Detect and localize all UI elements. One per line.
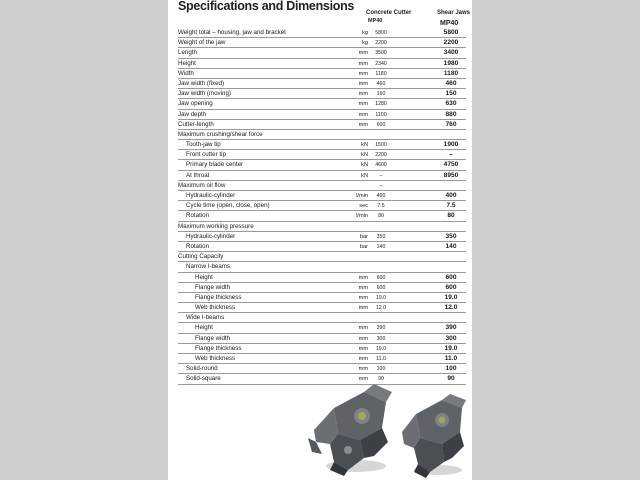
- column-header-concrete-cutter: Concrete Cutter: [366, 10, 412, 16]
- row-unit: mm: [358, 325, 368, 332]
- row-value-shear-jaws: 11.0: [444, 355, 458, 362]
- row-value-concrete-cutter: 5800: [375, 30, 387, 36]
- table-row: [178, 48, 472, 58]
- row-value-shear-jaws: 8950: [443, 171, 459, 179]
- row-value-shear-jaws: 300: [445, 334, 457, 342]
- row-unit: mm: [358, 121, 368, 128]
- row-label: Jaw width (fixed): [178, 79, 225, 87]
- row-unit: mm: [358, 274, 368, 281]
- row-label: Flange width: [195, 283, 231, 291]
- row-label: Height: [195, 324, 213, 332]
- row-label: Rotation: [186, 212, 210, 220]
- row-unit: kN: [361, 142, 368, 149]
- row-value-concrete-cutter: 1180: [375, 70, 387, 77]
- table-row: [178, 140, 472, 150]
- table-row: [178, 28, 472, 38]
- row-unit: mm: [358, 356, 368, 362]
- column-model-shear-jaws: MP40: [440, 20, 459, 27]
- row-label: Cutter-length: [178, 120, 214, 128]
- row-value-shear-jaws: 3400: [443, 49, 459, 57]
- row-label: Rotation: [186, 242, 210, 250]
- row-value-concrete-cutter: 160: [376, 91, 386, 98]
- table-row: [178, 110, 472, 120]
- table-row: [178, 364, 472, 374]
- column-header-shear-jaws: Shear Jaws: [437, 10, 471, 16]
- row-label: Jaw width (moving): [178, 90, 231, 98]
- row-value-shear-jaws: 390: [445, 324, 457, 332]
- table-row: [178, 313, 472, 323]
- table-row: [178, 201, 472, 211]
- row-unit: kN: [361, 172, 368, 179]
- row-value-concrete-cutter: 3500: [375, 50, 387, 57]
- row-value-concrete-cutter: 11.0: [376, 356, 386, 362]
- table-row: [178, 38, 472, 48]
- row-value-concrete-cutter: 390: [376, 325, 386, 332]
- row-unit: mm: [358, 305, 368, 312]
- row-value-concrete-cutter: 2200: [375, 40, 387, 47]
- row-unit: mm: [358, 50, 368, 57]
- row-label: Tooth-jaw tip: [186, 141, 221, 149]
- row-label: Weight of the jaw: [178, 39, 226, 47]
- table-row: [178, 273, 472, 283]
- table-row: [178, 242, 472, 252]
- row-label: Maximum working pressure: [178, 222, 254, 230]
- row-value-shear-jaws: 760: [445, 120, 457, 128]
- row-value-concrete-cutter: –: [379, 182, 383, 189]
- row-value-concrete-cutter: 80: [378, 213, 384, 220]
- row-value-concrete-cutter: 2200: [375, 152, 387, 159]
- row-value-concrete-cutter: 19.0: [375, 345, 387, 352]
- row-value-concrete-cutter: 2340: [375, 60, 387, 67]
- row-unit: mm: [358, 111, 368, 118]
- row-unit: mm: [358, 335, 368, 342]
- row-value-concrete-cutter: 1500: [375, 142, 387, 149]
- table-row: [178, 79, 472, 89]
- row-label: Solid-square: [186, 375, 221, 383]
- row-label: Web thickness: [195, 304, 236, 312]
- row-value-shear-jaws: 7.5: [446, 202, 456, 210]
- row-value-shear-jaws: 350: [445, 232, 457, 240]
- row-label: Height: [178, 59, 196, 67]
- row-label: Cycle time (open, close, open): [186, 202, 270, 210]
- row-label: Wide I-beams: [186, 314, 225, 322]
- row-unit: bar: [359, 243, 368, 250]
- row-value-shear-jaws: 1980: [443, 59, 459, 67]
- table-row: [178, 262, 472, 272]
- row-value-shear-jaws: 4750: [443, 161, 459, 169]
- table-row: [178, 354, 472, 364]
- row-unit: mm: [358, 376, 368, 383]
- table-row: [178, 222, 472, 232]
- row-unit: mm: [358, 60, 368, 67]
- row-unit: mm: [358, 366, 368, 373]
- row-label: Primary blade center: [186, 161, 244, 169]
- row-unit: mm: [358, 70, 368, 77]
- spec-page: [168, 0, 472, 480]
- table-row: [178, 232, 472, 242]
- row-value-shear-jaws: 150: [445, 90, 457, 98]
- table-row: [178, 283, 472, 293]
- table-row: [178, 120, 472, 130]
- row-label: At throat: [186, 171, 210, 179]
- row-value-concrete-cutter: 400: [376, 193, 386, 199]
- row-value-shear-jaws: 19.0: [444, 293, 458, 301]
- row-unit: l/min: [356, 213, 368, 220]
- row-unit: mm: [358, 101, 368, 108]
- row-label: Hydraulic-cylinder: [186, 192, 236, 199]
- row-value-concrete-cutter: 7.5: [377, 203, 385, 210]
- row-value-concrete-cutter: 460: [376, 80, 386, 87]
- row-unit: mm: [358, 284, 368, 291]
- row-value-concrete-cutter: 600: [376, 121, 386, 128]
- row-value-concrete-cutter: 12.0: [375, 305, 387, 312]
- table-row: [178, 160, 472, 170]
- row-unit: l/min: [356, 193, 368, 199]
- row-value-shear-jaws: –: [449, 151, 453, 159]
- row-value-concrete-cutter: 19.0: [375, 294, 387, 301]
- table-row: [178, 171, 472, 181]
- row-value-shear-jaws: 90: [447, 375, 455, 383]
- row-unit: mm: [358, 345, 368, 352]
- row-label: Weight total – housing, jaw and bracket: [178, 29, 286, 36]
- row-label: Web thickness: [195, 355, 236, 362]
- row-value-shear-jaws: 600: [445, 273, 457, 281]
- row-label: Hydraulic-cylinder: [186, 232, 236, 240]
- row-value-concrete-cutter: 140: [376, 243, 386, 250]
- table-row: [178, 191, 472, 201]
- shear-jaws-image: [398, 392, 472, 478]
- row-label: Width: [178, 69, 194, 77]
- row-value-shear-jaws: 12.0: [444, 304, 458, 312]
- row-label: Maximum crushing/shear force: [178, 130, 263, 138]
- column-model-concrete-cutter: MP40: [368, 18, 383, 24]
- row-value-concrete-cutter: 1100: [375, 111, 387, 118]
- row-value-shear-jaws: 400: [445, 192, 457, 199]
- table-row: [178, 69, 472, 79]
- row-unit: sec: [359, 203, 368, 210]
- row-value-concrete-cutter: 4600: [375, 162, 387, 169]
- row-label: Cutting Capacity: [178, 253, 224, 261]
- row-value-shear-jaws: 1180: [443, 69, 459, 77]
- row-label: Front cutter tip: [186, 151, 226, 159]
- row-unit: bar: [359, 233, 368, 240]
- table-row: [178, 252, 472, 262]
- table-row: [178, 89, 472, 99]
- table-row: [178, 303, 472, 313]
- row-value-concrete-cutter: 600: [376, 274, 386, 281]
- table-row: [178, 344, 472, 354]
- table-row: [178, 181, 472, 191]
- row-label: Height: [195, 273, 213, 281]
- row-value-shear-jaws: 460: [445, 79, 457, 87]
- row-value-shear-jaws: 100: [445, 365, 457, 373]
- row-value-shear-jaws: 2200: [443, 39, 459, 47]
- spec-table: [178, 28, 472, 385]
- row-value-concrete-cutter: 90: [378, 376, 384, 383]
- row-unit: kN: [361, 162, 368, 169]
- row-value-shear-jaws: 630: [445, 100, 457, 108]
- row-label: Flange thickness: [195, 344, 242, 352]
- row-value-shear-jaws: 1900: [443, 141, 459, 149]
- row-label: Jaw opening: [178, 100, 213, 108]
- row-unit: mm: [358, 91, 368, 98]
- table-row: [178, 130, 472, 140]
- row-label: Narrow I-beams: [186, 263, 231, 271]
- row-label: Solid-round: [186, 365, 218, 373]
- row-label: Jaw depth: [178, 110, 207, 118]
- table-row: [178, 334, 472, 344]
- row-label: Flange width: [195, 334, 231, 342]
- row-unit: kg: [362, 40, 368, 47]
- row-value-shear-jaws: 80: [447, 212, 455, 220]
- row-value-concrete-cutter: 600: [376, 284, 386, 291]
- row-unit: kg: [362, 30, 368, 36]
- row-value-shear-jaws: 600: [445, 283, 457, 291]
- row-value-shear-jaws: 5800: [443, 29, 459, 36]
- table-row: [178, 150, 472, 160]
- table-row: [178, 293, 472, 303]
- row-unit: mm: [358, 80, 368, 87]
- table-row: [178, 59, 472, 69]
- page-title: Specifications and Dimensions: [178, 0, 355, 13]
- row-value-concrete-cutter: 350: [376, 233, 386, 240]
- row-unit: kN: [361, 152, 368, 159]
- row-label: Maximum oil flow: [178, 181, 226, 189]
- row-value-concrete-cutter: –: [379, 172, 383, 179]
- row-label: Flange thickness: [195, 293, 242, 301]
- table-row: [178, 211, 472, 221]
- row-unit: mm: [358, 294, 368, 301]
- row-value-concrete-cutter: 100: [376, 366, 386, 373]
- concrete-cutter-image: [304, 382, 404, 478]
- row-label: Length: [178, 49, 197, 57]
- table-row: [178, 323, 472, 333]
- row-value-shear-jaws: 140: [445, 242, 457, 250]
- row-value-concrete-cutter: 1280: [375, 101, 387, 108]
- row-value-shear-jaws: 19.0: [444, 344, 458, 352]
- row-value-concrete-cutter: 300: [376, 335, 386, 342]
- row-value-shear-jaws: 880: [445, 110, 457, 118]
- table-row: [178, 99, 472, 109]
